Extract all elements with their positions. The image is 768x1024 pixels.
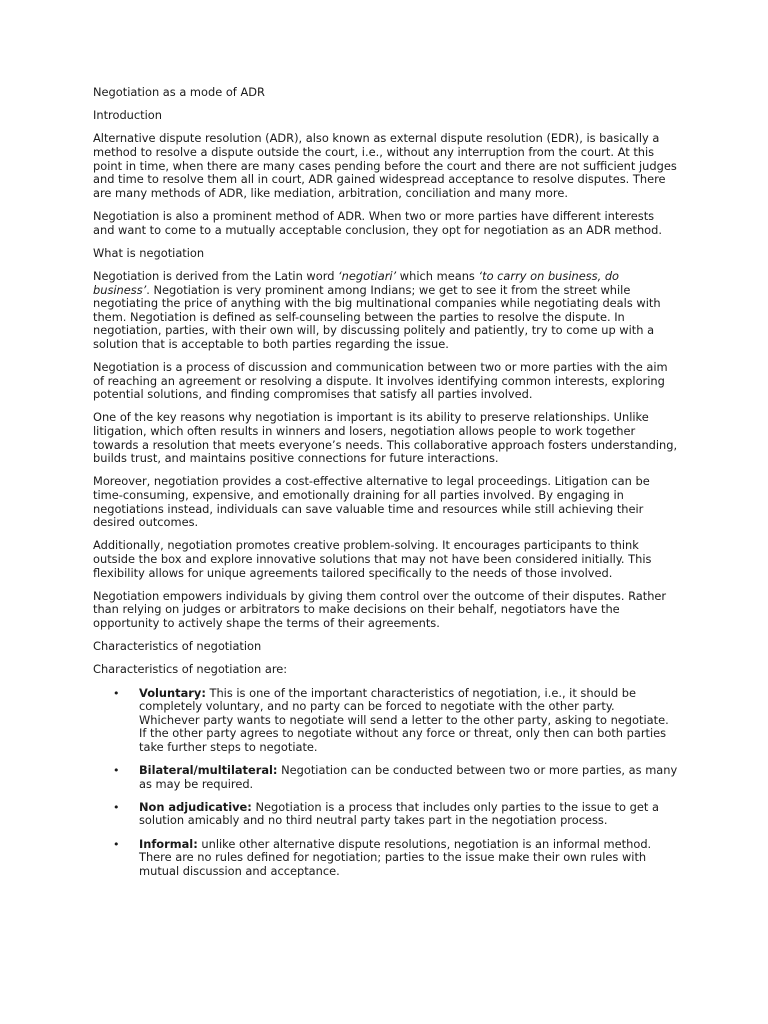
characteristic-text: This is one of the important characteristics of negotiation, i.e., it should be completely voluntary, and no party can be forced to negotiate with the other party. Whichever party wants to negotiate will send a letter to the other party, asking to negotiate. If the other party agrees to negotiate without any force or threat, only then can both parties take further steps to negotiate. — [139, 685, 669, 754]
list-item — [93, 838, 678, 879]
what-paragraph-2: Negotiation is a process of discussion and communication between two or more parties with the aim of reaching an agreement or resolving a dispute. It involves identifying common interests, exploring potential solutions, and finding compromises that satisfy all parties involved. — [93, 360, 668, 402]
list-item — [93, 764, 678, 791]
list-item — [93, 801, 678, 828]
document-title: Negotiation as a mode of ADR — [93, 85, 265, 99]
list-item — [93, 687, 678, 755]
section-heading-introduction: Introduction — [93, 108, 162, 123]
characteristics-list — [93, 687, 678, 879]
what-p1-part1: Negotiation is derived from the Latin word — [93, 268, 339, 283]
bullet-icon: • — [113, 800, 120, 814]
characteristic-text: Negotiation is a process that includes only parties to the issue to get a solution amicably and no third neutral party takes part in the negotiation process. — [139, 799, 659, 828]
characteristics-intro: Characteristics of negotiation are: — [93, 662, 288, 677]
characteristic-term: Voluntary: — [139, 685, 206, 700]
section-heading-what-is-negotiation: What is negotiation — [93, 245, 205, 260]
bullet-icon: • — [113, 764, 120, 778]
latin-word: ‘negotiari’ — [338, 268, 397, 283]
bullet-icon: • — [113, 837, 120, 851]
what-paragraph-4: Moreover, negotiation provides a cost-effective alternative to legal proceedings. Litigation can be time-consuming, expensive, and emotionally draining for all parties involved. By engaging in negotiations instead, individuals can save valuable time and resources while still achieving their desired outcomes. — [93, 474, 650, 530]
document-page — [93, 86, 678, 888]
characteristic-term: Bilateral/multilateral: — [139, 763, 278, 778]
bullet-icon: • — [113, 686, 120, 700]
intro-paragraph-1: Alternative dispute resolution (ADR), also known as external dispute resolution (EDR), is basically a method to resolve a dispute outside the court, i.e., without any interruption from the court. At this point in time, when there are many cases pending before the court and there are not sufficient judges and time to resolve them all in court, ADR gained widespread acceptance to resolve disputes. There are many methods of ADR, like mediation, arbitration, conciliation and many more. — [93, 131, 677, 200]
characteristic-term: Non adjudicative: — [139, 799, 252, 814]
what-p1-part3: . Negotiation is very prominent among Indians; we get to see it from the street while negotiating the price of anything with the big multinational companies while negotiating deals with them. Negotiation is defined as self-counseling between the parties to resolve the dispute. In negotiation, parties, with their own will, by discussing politely and patiently, try to come up with a solution that is acceptable to both parties regarding the issue. — [93, 282, 661, 351]
what-p1-part2: which means — [396, 268, 479, 283]
characteristic-text: Negotiation can be conducted between two or more parties, as many as may be required. — [139, 763, 678, 791]
latin-meaning: ‘to carry on business, do business’ — [93, 268, 620, 297]
what-paragraph-3: One of the key reasons why negotiation is important is its ability to preserve relationships. Unlike litigation, which often results in winners and losers, negotiation allows people to work together towards a resolution that meets everyone’s needs. This collaborative approach fosters understanding, builds trust, and maintains positive connections for future interactions. — [93, 410, 678, 466]
characteristic-text: unlike other alternative dispute resolutions, negotiation is an informal method. There are no rules defined for negotiation; parties to the issue make their own rules with mutual discussion and acceptance. — [139, 836, 652, 878]
section-heading-characteristics: Characteristics of negotiation — [93, 639, 262, 654]
characteristic-term: Informal: — [139, 836, 198, 851]
what-paragraph-1 — [93, 270, 678, 352]
intro-paragraph-2: Negotiation is also a prominent method of ADR. When two or more parties have different interests and want to come to a mutually acceptable conclusion, they opt for negotiation as an ADR method. — [93, 208, 662, 237]
what-paragraph-6: Negotiation empowers individuals by giving them control over the outcome of their disputes. Rather than relying on judges or arbitrators to make decisions on their behalf, negotiators have the opportunity to actively shape the terms of their agreements. — [93, 588, 667, 630]
what-paragraph-5: Additionally, negotiation promotes creative problem-solving. It encourages participants to think outside the box and explore innovative solutions that may not have been considered initially. This flexibility allows for unique agreements tailored specifically to the needs of those involved. — [93, 538, 652, 580]
